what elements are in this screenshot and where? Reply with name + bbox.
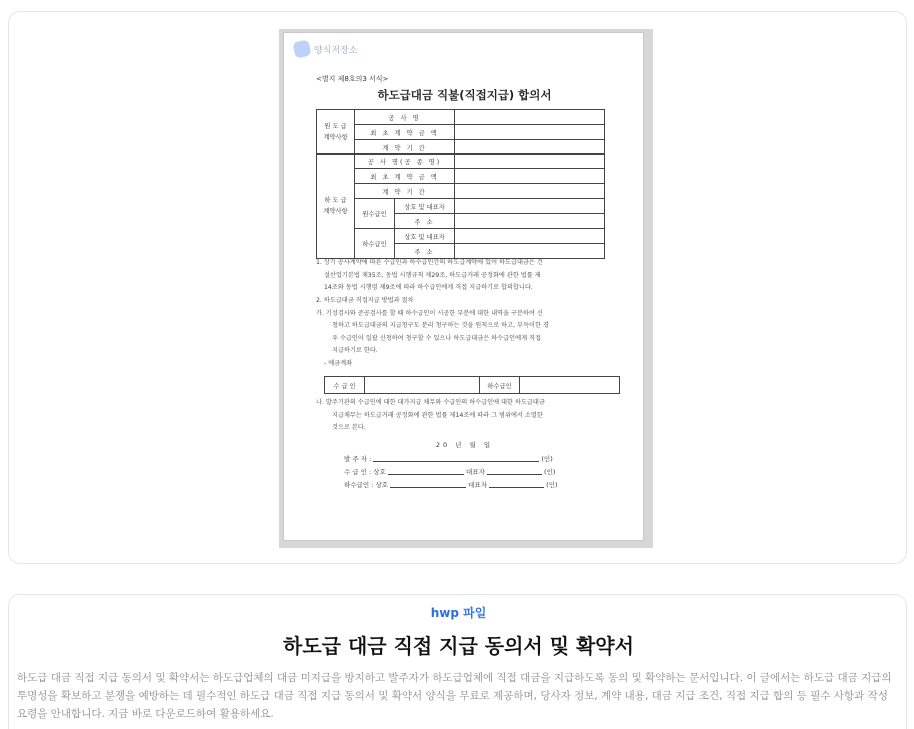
row-label: 주 소 xyxy=(395,214,455,229)
row-label: 계 약 기 간 xyxy=(355,184,455,199)
document-title: 하도급대금 직불(직접지급) 합의서 xyxy=(377,88,552,102)
row-label: 최 초 계 약 금 액 xyxy=(355,125,455,140)
party-label: 하수급인 xyxy=(355,229,395,259)
contract-table-original xyxy=(316,109,605,155)
signature-subcontractor: 하수급인 : 상호 대표자 (인) xyxy=(344,481,558,489)
row-value xyxy=(455,199,605,214)
contract-table-sub xyxy=(316,153,605,259)
row-label: 최 초 계 약 금 액 xyxy=(355,169,455,184)
account-label: - 예금계좌 xyxy=(324,359,353,367)
clause-2b: 나. 발주기관의 수급인에 대한 대가지급 채무와 수급인의 하수급인에 대한 하도급대금 지급채무는 하도급거래 공정화에 관한 법률 제14조에 따라 그 범위에서 소멸한 것으로 본다. xyxy=(316,399,545,431)
row-value xyxy=(455,184,605,199)
signature-client: 발 주 자 : (인) xyxy=(344,455,553,463)
form-number: <별지 제8호의3 서식> xyxy=(316,75,389,83)
row-value xyxy=(455,169,605,184)
section-label: 원 도 급 계약사항 xyxy=(317,110,355,155)
clause-2: 2. 하도급대금 직접지급 방법과 절차 가. 기성검사와 준공검사를 할 때 하수급인이 시공한 부분에 대한 내역을 구분하여 신 청하고 하도급대금의 지급청구도 분리 청구하는 것을 원칙으로 하고, 부득이한 경 우 수급인이 일괄 신청하여 청구할 수 있으나 하도급대금은 하수급인에게 직접 지급하기로 한다. - 예금계좌 xyxy=(316,295,549,370)
section-label: 하 도 급 계약사항 xyxy=(317,154,355,259)
file-type-label: hwp 파일 xyxy=(430,606,487,620)
site-logo xyxy=(294,41,357,57)
row-label: 상호 및 대표자 xyxy=(395,229,455,244)
account-table xyxy=(324,376,620,394)
row-label: 주 소 xyxy=(395,244,455,259)
row-value xyxy=(455,110,605,125)
date-line: 20 년 월 일 xyxy=(435,441,494,449)
row-value xyxy=(455,229,605,244)
row-value xyxy=(455,154,605,169)
row-value xyxy=(455,125,605,140)
row-label: 공 사 명 xyxy=(355,110,455,125)
logo-text: 양식저장소 xyxy=(314,45,358,56)
account-value-2 xyxy=(520,377,620,394)
preview-card xyxy=(8,11,907,564)
clause-1: 1. 상기 공사계약에 따른 수급인과 하수급인간의 하도급계약에 있어 하도급대금은 건 설산업기본법 제35조, 동법 시행규칙 제29조, 하도급거래 공정화에 관한 법률 제 14조와 동법 시행령 제9조에 따라 하수급인에게 직접 지급하기로 합의합니다. xyxy=(316,259,543,291)
page-title: 하도급 대금 직접 지급 동의서 및 확약서 xyxy=(283,634,634,658)
document-preview[interactable] xyxy=(279,29,653,548)
account-label-2: 하수급인 xyxy=(480,377,520,394)
row-label: 공 사 명(공 종 명) xyxy=(355,154,455,169)
logo-icon xyxy=(293,40,312,59)
row-value xyxy=(455,214,605,229)
document-page xyxy=(283,32,644,541)
info-card xyxy=(8,594,907,729)
account-value-1 xyxy=(365,377,480,394)
account-label-1: 수 급 인 xyxy=(325,377,365,394)
signature-contractor: 수 급 인 : 상호 대표자 (인) xyxy=(344,468,556,476)
page-description: 하도급 대금 직접 지급 동의서 및 확약서는 하도급업체의 대금 미지급을 방지하고 발주자가 하도급업체에 직접 대금을 지급하도록 동의 및 확약하는 문서입니다. 이 글에서는 하도급 대금 지급의 투명성을 확보하고 분쟁을 예방하는 데 필수적인 하도급 대금 직접 지급 동의서 및 확약서 양식을 무료로 제공하며, 당사자 정보, 계약 내용, 대금 지급 조건, 직접 지급 합의 등 필수 사항과 작성 요령을 안내합니다. 지금 바로 다운로드하여 활용하세요. xyxy=(17,672,892,720)
party-label: 원수급인 xyxy=(355,199,395,229)
row-label: 계 약 기 간 xyxy=(355,140,455,155)
row-label: 상호 및 대표자 xyxy=(395,199,455,214)
